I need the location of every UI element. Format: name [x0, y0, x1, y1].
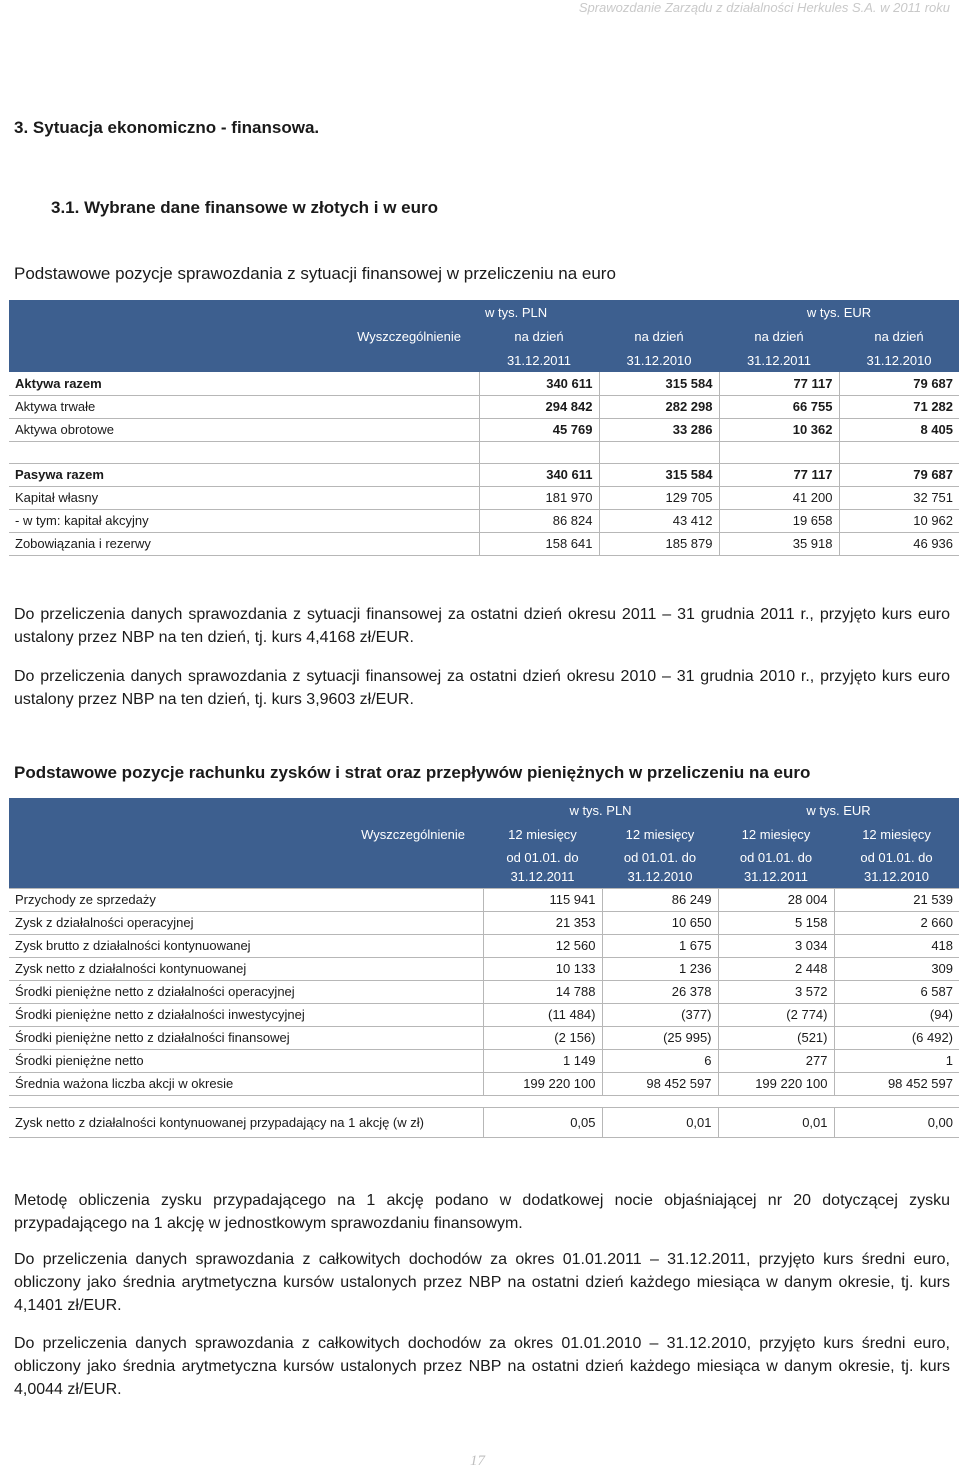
row-value: 1 149: [483, 1049, 602, 1072]
row-value: 199 220 100: [483, 1072, 602, 1095]
balance-table-title: Podstawowe pozycje sprawozdania z sytuacji finansowej w przeliczeniu na euro: [14, 264, 616, 283]
column-date: 31.12.2010: [839, 348, 959, 372]
table-row: [9, 957, 959, 980]
column-range: od 01.01. do 31.12.2010: [834, 846, 959, 888]
row-value: 0,00: [834, 1107, 959, 1137]
row-value: 10 133: [483, 957, 602, 980]
row-value: 41 200: [719, 486, 839, 509]
row-value: 6: [602, 1049, 718, 1072]
row-value: 33 286: [599, 418, 719, 441]
row-label: Średnia ważona liczba akcji w okresie: [9, 1072, 483, 1095]
row-value: 5 158: [718, 911, 834, 934]
row-value: 277: [718, 1049, 834, 1072]
row-value: 282 298: [599, 395, 719, 418]
column-header-label: Wyszczególnienie: [9, 324, 479, 348]
table-row: [9, 1003, 959, 1026]
row-value: 21 539: [834, 888, 959, 911]
row-value: 43 412: [599, 509, 719, 532]
income-table: [9, 798, 959, 1138]
currency-pln: w tys. PLN: [479, 300, 719, 324]
table-row: [9, 1107, 959, 1137]
row-value: 98 452 597: [834, 1072, 959, 1095]
row-value: 340 611: [479, 463, 599, 486]
row-label: Zobowiązania i rezerwy: [9, 532, 479, 555]
row-value: 28 004: [718, 888, 834, 911]
row-value: 12 560: [483, 934, 602, 957]
column-header-label: Wyszczególnienie: [9, 822, 483, 846]
row-value: 3 572: [718, 980, 834, 1003]
column-header: na dzień: [479, 324, 599, 348]
column-period: 12 miesięcy: [483, 822, 602, 846]
header-row-dates: [9, 348, 959, 372]
row-value: 340 611: [479, 372, 599, 395]
table-row: [9, 1049, 959, 1072]
subsection-heading: 3.1. Wybrane dane finansowe w złotych i w euro: [51, 198, 438, 217]
row-value: 129 705: [599, 486, 719, 509]
row-value: 115 941: [483, 888, 602, 911]
row-value: 6 587: [834, 980, 959, 1003]
row-label: Zysk z działalności operacyjnej: [9, 911, 483, 934]
row-value: 10 362: [719, 418, 839, 441]
row-value: 26 378: [602, 980, 718, 1003]
header-row-currency: [9, 798, 959, 822]
row-value: 0,05: [483, 1107, 602, 1137]
row-value: 185 879: [599, 532, 719, 555]
row-label: Pasywa razem: [9, 463, 479, 486]
table-row: [9, 888, 959, 911]
row-value: 19 658: [719, 509, 839, 532]
row-value: 3 034: [718, 934, 834, 957]
table-row: [9, 1072, 959, 1095]
row-value: (2 156): [483, 1026, 602, 1049]
row-value: (25 995): [602, 1026, 718, 1049]
table-row: [9, 372, 959, 395]
row-value: 10 650: [602, 911, 718, 934]
row-value: 0,01: [718, 1107, 834, 1137]
row-value: 21 353: [483, 911, 602, 934]
table-row: [9, 911, 959, 934]
row-value: 86 824: [479, 509, 599, 532]
table-row: [9, 395, 959, 418]
page-number: 17: [470, 1453, 485, 1469]
average-rate-note-2010: Do przeliczenia danych sprawozdania z całkowitych dochodów za okres 01.01.2010 – 31.12.2010, przyjęto kurs średni euro, obliczony jako średnia arytmetyczna kursów ustalonych przez NBP na ostatni dzień każdego miesiąca w danym okresie, tj. kurs 4,0044 zł/EUR.: [14, 1335, 950, 1398]
row-value: (11 484): [483, 1003, 602, 1026]
row-value: 315 584: [599, 372, 719, 395]
row-value: 66 755: [719, 395, 839, 418]
row-value: 2 660: [834, 911, 959, 934]
row-value: 8 405: [839, 418, 959, 441]
currency-pln: w tys. PLN: [483, 798, 718, 822]
row-value: 2 448: [718, 957, 834, 980]
row-value: 45 769: [479, 418, 599, 441]
table-row: [9, 980, 959, 1003]
table-row: [9, 532, 959, 555]
row-value: 158 641: [479, 532, 599, 555]
row-label: Środki pieniężne netto z działalności finansowej: [9, 1026, 483, 1049]
balance-table: [9, 300, 959, 556]
row-value: 14 788: [483, 980, 602, 1003]
row-label: Kapitał własny: [9, 486, 479, 509]
row-value: 32 751: [839, 486, 959, 509]
column-header: na dzień: [599, 324, 719, 348]
table-row: [9, 418, 959, 441]
row-value: 46 936: [839, 532, 959, 555]
exchange-rate-note-2011: Do przeliczenia danych sprawozdania z sytuacji finansowej za ostatni dzień okresu 2011 – 31 grudnia 2011 r., przyjęto kurs euro ustalony przez NBP na ten dzień, tj. kurs 4,4168 zł/EUR.: [14, 606, 950, 646]
income-table-title: Podstawowe pozycje rachunku zysków i strat oraz przepływów pieniężnych w przeliczeniu na euro: [14, 763, 811, 782]
row-value: 181 970: [479, 486, 599, 509]
column-date: 31.12.2011: [719, 348, 839, 372]
column-period: 12 miesięcy: [834, 822, 959, 846]
row-value: 35 918: [719, 532, 839, 555]
row-value: (521): [718, 1026, 834, 1049]
row-label: Zysk netto z działalności kontynuowanej przypadający na 1 akcję (w zł): [9, 1107, 483, 1137]
header-row-currency: [9, 300, 959, 324]
row-label: Aktywa obrotowe: [9, 418, 479, 441]
row-value: 77 117: [719, 463, 839, 486]
row-value: 79 687: [839, 463, 959, 486]
row-value: 315 584: [599, 463, 719, 486]
row-value: 418: [834, 934, 959, 957]
exchange-rate-note-2010: Do przeliczenia danych sprawozdania z sytuacji finansowej za ostatni dzień okresu 2010 – 31 grudnia 2010 r., przyjęto kurs euro ustalony przez NBP na ten dzień, tj. kurs 3,9603 zł/EUR.: [14, 668, 950, 708]
column-range: od 01.01. do 31.12.2011: [483, 846, 602, 888]
row-label: Aktywa trwałe: [9, 395, 479, 418]
row-label: Aktywa razem: [9, 372, 479, 395]
row-value: 294 842: [479, 395, 599, 418]
column-header: na dzień: [839, 324, 959, 348]
table-row: [9, 486, 959, 509]
column-period: 12 miesięcy: [602, 822, 718, 846]
row-value: 79 687: [839, 372, 959, 395]
row-value: 98 452 597: [602, 1072, 718, 1095]
header-row-range: [9, 846, 959, 888]
table-row: [9, 509, 959, 532]
currency-eur: w tys. EUR: [718, 798, 959, 822]
row-label: - w tym: kapitał akcyjny: [9, 509, 479, 532]
row-value: (377): [602, 1003, 718, 1026]
row-value: 1 236: [602, 957, 718, 980]
column-range: od 01.01. do 31.12.2011: [718, 846, 834, 888]
eps-method-note: Metodę obliczenia zysku przypadającego na 1 akcję podano w dodatkowej nocie objaśniającej nr 20 dotyczącej zysku przypadającego na 1 akcję w jednostkowym sprawozdaniu finansowym.: [14, 1192, 950, 1232]
row-value: 1 675: [602, 934, 718, 957]
row-label: Przychody ze sprzedaży: [9, 888, 483, 911]
currency-eur: w tys. EUR: [719, 300, 959, 324]
row-value: 199 220 100: [718, 1072, 834, 1095]
average-rate-note-2011: Do przeliczenia danych sprawozdania z całkowitych dochodów za okres 01.01.2011 – 31.12.2011, przyjęto kurs średni euro, obliczony jako średnia arytmetyczna kursów ustalonych przez NBP na ostatni dzień każdego miesiąca w danym okresie, tj. kurs 4,1401 zł/EUR.: [14, 1251, 950, 1314]
row-value: 1: [834, 1049, 959, 1072]
row-value: 71 282: [839, 395, 959, 418]
row-value: (94): [834, 1003, 959, 1026]
table-row: [9, 934, 959, 957]
row-value: 86 249: [602, 888, 718, 911]
row-value: 77 117: [719, 372, 839, 395]
row-label: Środki pieniężne netto: [9, 1049, 483, 1072]
row-label: Środki pieniężne netto z działalności inwestycyjnej: [9, 1003, 483, 1026]
row-value: 0,01: [602, 1107, 718, 1137]
row-value: 309: [834, 957, 959, 980]
section-heading: 3. Sytuacja ekonomiczno - finansowa.: [14, 118, 320, 137]
row-label: Środki pieniężne netto z działalności operacyjnej: [9, 980, 483, 1003]
header-row-label: [9, 324, 959, 348]
table-spacer-row: [9, 1095, 959, 1107]
column-date: 31.12.2010: [599, 348, 719, 372]
row-label: Zysk brutto z działalności kontynuowanej: [9, 934, 483, 957]
column-header: na dzień: [719, 324, 839, 348]
table-row: [9, 1026, 959, 1049]
column-period: 12 miesięcy: [718, 822, 834, 846]
table-spacer-row: [9, 441, 959, 463]
header-row-period: [9, 822, 959, 846]
column-range: od 01.01. do 31.12.2010: [602, 846, 718, 888]
table-row: [9, 463, 959, 486]
column-date: 31.12.2011: [479, 348, 599, 372]
running-header: Sprawozdanie Zarządu z działalności Herkules S.A. w 2011 roku: [578, 0, 950, 15]
row-value: (6 492): [834, 1026, 959, 1049]
row-value: 10 962: [839, 509, 959, 532]
row-label: Zysk netto z działalności kontynuowanej: [9, 957, 483, 980]
row-value: (2 774): [718, 1003, 834, 1026]
